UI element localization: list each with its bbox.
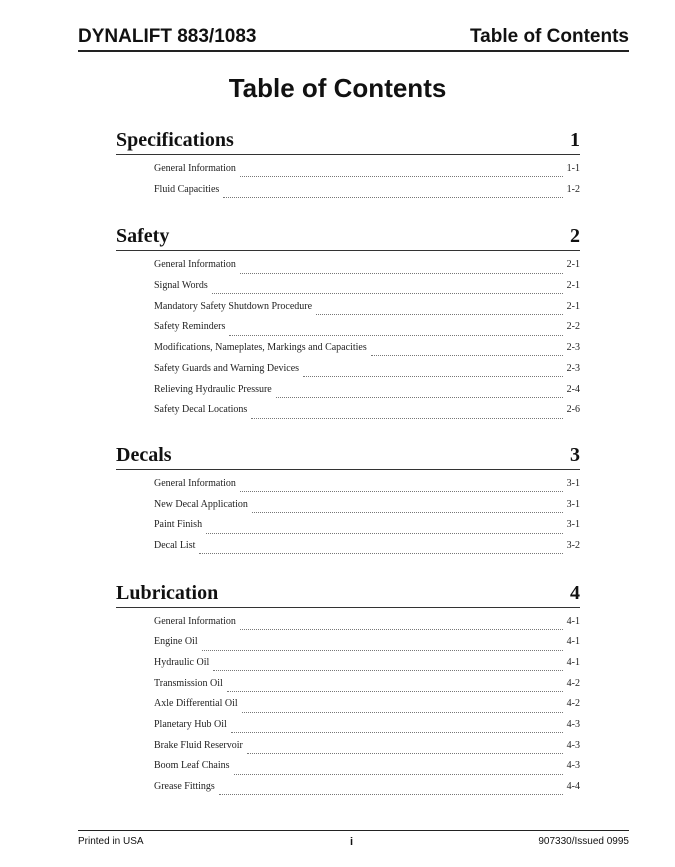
toc-entry[interactable] [154, 719, 580, 740]
entry-page: 4-3 [566, 739, 580, 751]
dot-leader [202, 649, 563, 651]
entry-page: 4-1 [566, 615, 580, 627]
toc-entry[interactable] [154, 184, 580, 205]
entry-page: 4-2 [566, 698, 580, 710]
entry-list [116, 251, 580, 425]
dot-leader [223, 196, 562, 198]
toc-entry[interactable] [154, 342, 580, 363]
section-title: Specifications [116, 129, 234, 151]
dot-leader [240, 628, 563, 630]
entry-page: 1-2 [566, 183, 580, 195]
dot-leader [212, 292, 563, 294]
footer-printed: Printed in USA [78, 836, 144, 847]
entry-label: General Information [154, 163, 236, 174]
section-heading[interactable] [116, 581, 580, 608]
header-model: DYNALIFT 883/1083 [78, 26, 257, 47]
entry-label: Safety Reminders [154, 321, 226, 333]
entry-page: 1-1 [566, 163, 580, 174]
section-heading[interactable] [116, 443, 580, 470]
entry-page: 2-6 [566, 404, 580, 416]
entry-label: General Information [154, 477, 236, 489]
entry-label: Engine Oil [154, 636, 198, 648]
dot-leader [240, 272, 563, 274]
dot-leader [213, 669, 562, 671]
entry-page: 4-1 [566, 636, 580, 648]
toc-entry[interactable] [154, 499, 580, 520]
dot-leader [240, 175, 563, 177]
entry-page: 4-1 [566, 657, 580, 668]
toc-entry[interactable] [154, 540, 580, 561]
entry-label: Safety Decal Locations [154, 404, 248, 416]
toc-section-safety [116, 224, 580, 425]
toc-entry[interactable] [154, 740, 580, 761]
toc-entry[interactable] [154, 781, 580, 802]
entry-page: 4-4 [566, 781, 580, 793]
entry-page: 2-1 [566, 259, 580, 271]
entry-page: 3-1 [566, 519, 580, 531]
section-heading[interactable] [116, 128, 580, 155]
toc-entry[interactable] [154, 678, 580, 699]
footer-page-number: i [350, 836, 354, 848]
toc-section-decals [116, 443, 580, 561]
toc-entry[interactable] [154, 636, 580, 657]
dot-leader [229, 334, 562, 336]
toc-entry[interactable] [154, 384, 580, 405]
toc-entry[interactable] [154, 478, 580, 499]
dot-leader [231, 731, 563, 733]
section-number: 3 [570, 443, 580, 466]
entry-label: Boom Leaf Chains [154, 760, 230, 772]
toc-entry[interactable] [154, 321, 580, 342]
entry-list [116, 608, 580, 802]
toc-entry[interactable] [154, 301, 580, 322]
entry-label: Decal List [154, 539, 196, 551]
entry-page: 2-3 [566, 342, 580, 354]
toc-section-lubrication [116, 581, 580, 802]
entry-label: Signal Words [154, 280, 208, 292]
toc-entry[interactable] [154, 760, 580, 781]
dot-leader [371, 354, 563, 356]
toc-entry[interactable] [154, 363, 580, 384]
section-heading[interactable] [116, 224, 580, 251]
page-footer [78, 830, 629, 851]
toc-entry[interactable] [154, 259, 580, 280]
dot-leader [247, 752, 563, 754]
entry-label: Relieving Hydraulic Pressure [154, 383, 272, 395]
dot-leader [219, 793, 563, 795]
dot-leader [251, 417, 562, 419]
table-of-contents [116, 128, 580, 802]
toc-section-specifications [116, 128, 580, 204]
entry-label: Paint Finish [154, 519, 203, 531]
entry-page: 3-1 [566, 477, 580, 489]
entry-page: 2-2 [566, 321, 580, 333]
section-number: 2 [570, 225, 580, 248]
entry-page: 2-3 [566, 362, 580, 374]
entry-label: Grease Fittings [154, 781, 215, 793]
entry-page: 2-4 [566, 383, 580, 395]
toc-entry[interactable] [154, 519, 580, 540]
section-title: Decals [116, 443, 172, 466]
entry-page: 3-2 [566, 539, 580, 551]
dot-leader [252, 511, 563, 513]
dot-leader [206, 532, 563, 534]
toc-entry[interactable] [154, 163, 580, 184]
header-section: Table of Contents [469, 26, 629, 47]
toc-entry[interactable] [154, 280, 580, 301]
entry-page: 2-1 [566, 280, 580, 292]
entry-label: Brake Fluid Reservoir [154, 739, 243, 751]
footer-document-id: 907330/Issued 0995 [538, 836, 629, 847]
dot-leader [303, 375, 563, 377]
entry-page: 3-1 [566, 498, 580, 510]
entry-label: Transmission Oil [154, 677, 223, 689]
dot-leader [234, 773, 563, 775]
entry-label: Planetary Hub Oil [154, 719, 227, 731]
section-number: 1 [570, 129, 580, 151]
entry-label: New Decal Application [154, 498, 248, 510]
section-number: 4 [570, 581, 580, 604]
dot-leader [240, 490, 563, 492]
entry-page: 2-1 [566, 300, 580, 312]
entry-page: 4-3 [566, 719, 580, 731]
entry-page: 4-3 [566, 760, 580, 772]
entry-label: Hydraulic Oil [154, 657, 210, 668]
page-title: Table of Contents [228, 73, 447, 103]
dot-leader [242, 711, 563, 713]
toc-entry[interactable] [154, 616, 580, 637]
dot-leader [199, 552, 562, 554]
page-header [78, 26, 629, 52]
section-title: Safety [116, 225, 170, 248]
entry-label: Mandatory Safety Shutdown Procedure [154, 300, 313, 312]
entry-label: Axle Differential Oil [154, 698, 238, 710]
toc-entry[interactable] [154, 657, 580, 678]
section-title: Lubrication [116, 581, 219, 604]
toc-entry[interactable] [154, 698, 580, 719]
entry-label: General Information [154, 259, 236, 271]
entry-label: General Information [154, 615, 236, 627]
entry-page: 4-2 [566, 677, 580, 689]
entry-label: Safety Guards and Warning Devices [154, 362, 300, 374]
dot-leader [316, 313, 563, 315]
entry-list [116, 470, 580, 561]
entry-label: Modifications, Nameplates, Markings and Capacities [154, 342, 367, 354]
dot-leader [227, 690, 563, 692]
dot-leader [276, 396, 563, 398]
entry-label: Fluid Capacities [154, 183, 220, 195]
toc-entry[interactable] [154, 404, 580, 425]
entry-list [116, 155, 580, 204]
